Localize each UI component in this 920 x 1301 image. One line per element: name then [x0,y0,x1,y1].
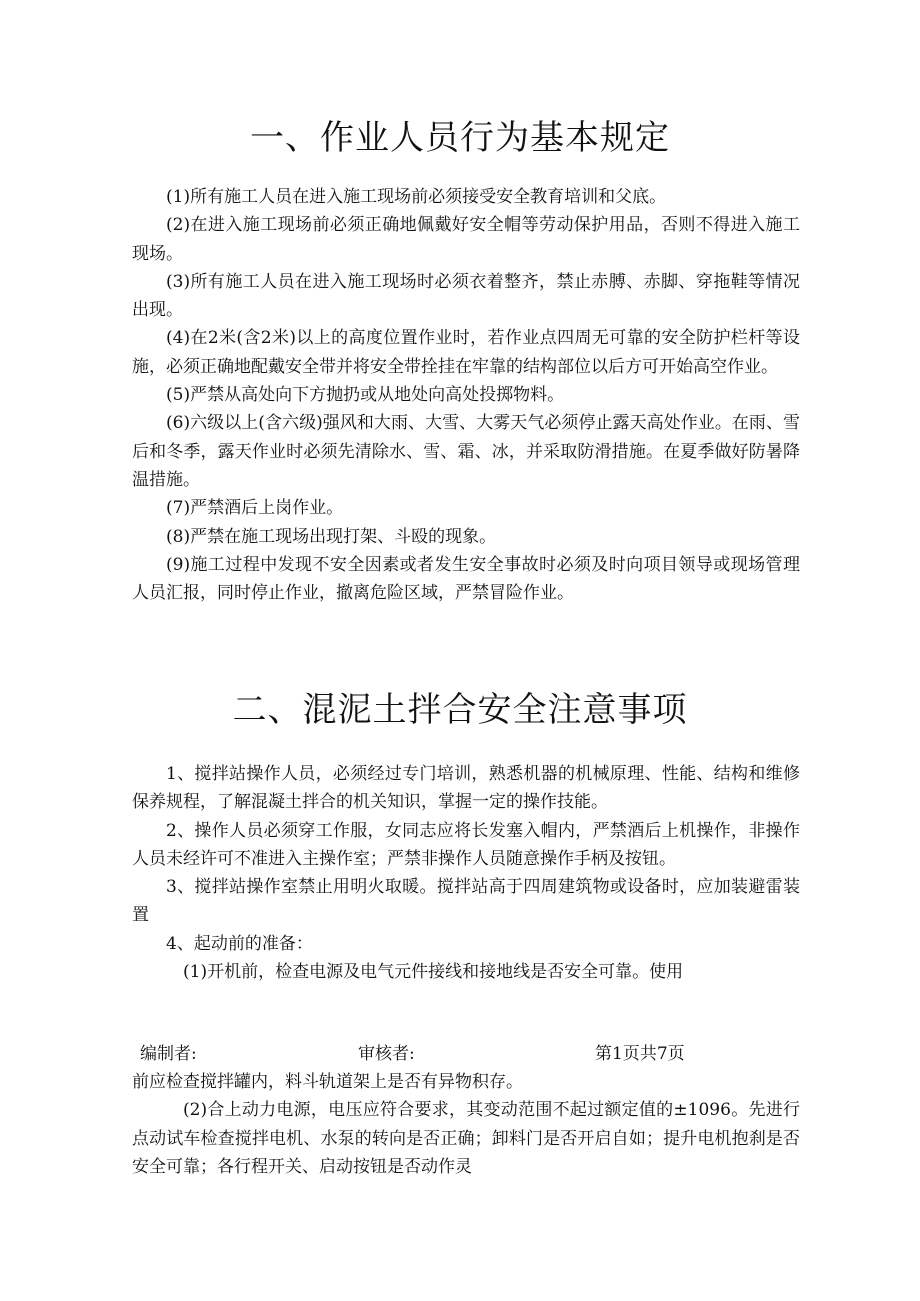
paragraph: (3)所有施工人员在进入施工现场时必须衣着整齐，禁止赤膊、赤脚、穿拖鞋等情况出现。 [132,271,800,321]
paragraph: 2、操作人员必须穿工作服，女同志应将长发塞入帽内，严禁酒后上机操作，非操作人员未经许可不准进入主操作室；严禁非操作人员随意操作手柄及按钮。 [132,820,800,869]
paragraph: 前应检查搅拌罐内，料斗轨道架上是否有异物积存。 [132,1072,523,1092]
paragraph: (7)严禁酒后上岗作业。 [166,498,344,519]
paragraph: 3、搅拌站操作室禁止用明火取暖。搅拌站高于四周建筑物或设备时，应加装避雷装置 [132,877,800,926]
paragraph: (6)六级以上(含六级)强风和大雨、大雪、大雾天气必须停止露天高处作业。在雨、雪后和冬季，露天作业时必须先清除水、雪、霜、冰，并采取防滑措施。在夏季做好防暑降温措施。 [132,413,800,490]
paragraph: (4)在2米(含2米)以上的高度位置作业时，若作业点四周无可靠的安全防护栏杆等设施，必须正确地配戴安全带并将安全带拴挂在牢靠的结构部位以后方可开始高空作业。 [132,328,800,377]
paragraph: 1、搅拌站操作人员，必须经过专门培训，熟悉机器的机械原理、性能、结构和维修保养规程，了解混凝土拌合的机关知识，掌握一定的操作技能。 [132,764,800,813]
footer-page-number: 第1页共7页 [595,1044,685,1064]
paragraph: (8)严禁在施工现场出现打架、斗殴的现象。 [166,526,497,547]
paragraph: (1)开机前，检查电源及电气元件接线和接地线是否安全可靠。使用 [183,962,684,983]
behavior-rules-body [132,183,800,607]
footer-editor: 编制者: [140,1044,197,1064]
paragraph: (5)严禁从高处向下方抛扔或从地处向高处投掷物料。 [166,385,565,406]
paragraph: (9)施工过程中发现不安全因素或者发生安全事故时必须及时向项目领导或现场管理人员汇报，同时停止作业，撤离危险区域，严禁冒险作业。 [132,554,800,604]
paragraph: (1)所有施工人员在进入施工现场前必须接受安全教育培训和父底。 [166,187,667,207]
next-page-body [132,1068,800,1181]
concrete-mixing-body [132,760,800,986]
paragraph: (2)在进入施工现场前必须正确地佩戴好安全帽等劳动保护用品，否则不得进入施工现场。 [132,215,800,264]
paragraph: (2)合上动力电源，电压应符合要求，其变动范围不起过额定值的±1096。先进行点动试车检查搅拌电机、水泵的转向是否正确；卸料门是否开启自如；提升电机抱刹是否安全可靠；各行程开关、启动按钮是否动作灵 [132,1100,800,1177]
footer-reviewer: 审核者: [358,1044,415,1064]
section-title-behavior-rules: 一、作业人员行为基本规定 [250,118,670,158]
page-footer [140,1039,760,1067]
section-title-concrete-mixing: 二、混泥土拌合安全注意事项 [232,690,688,730]
paragraph: 4、起动前的准备： [166,933,313,954]
